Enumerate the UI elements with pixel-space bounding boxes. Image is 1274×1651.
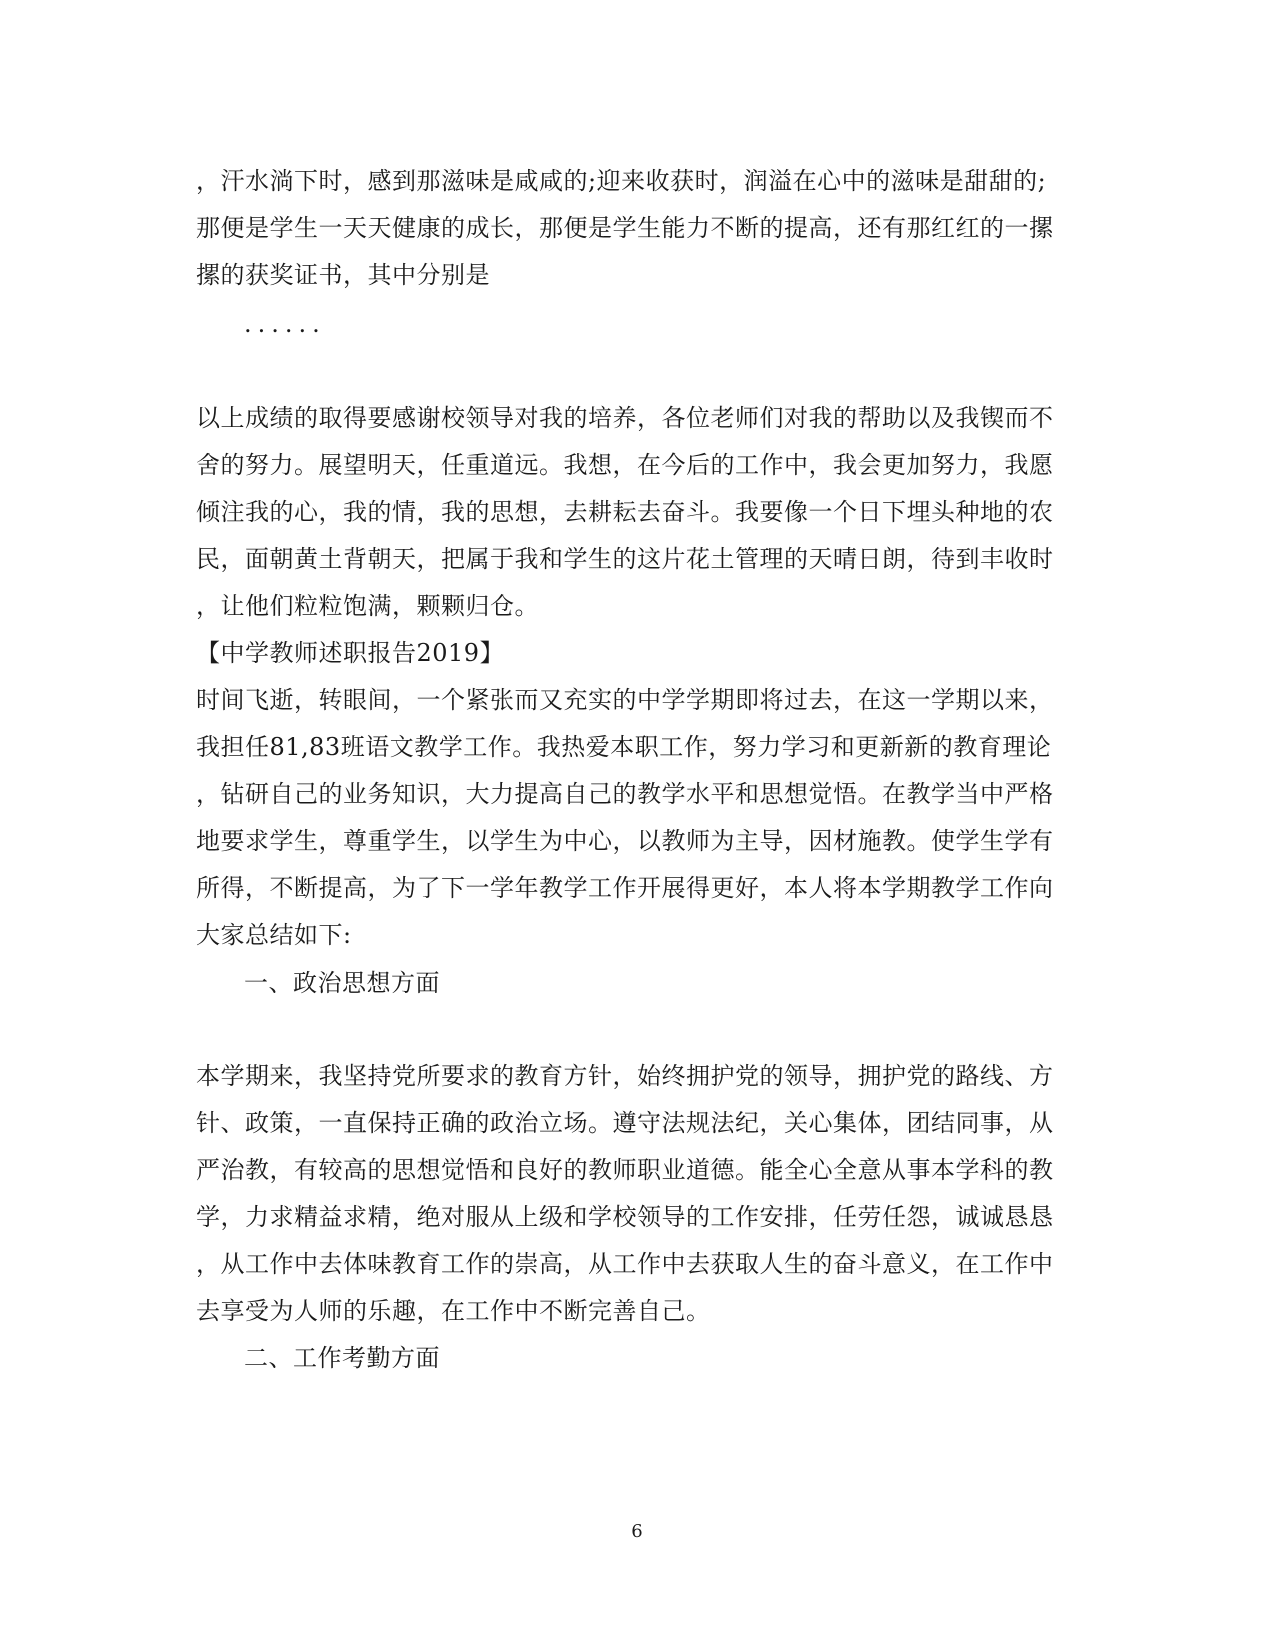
paragraph-line: ，从工作中去体味教育工作的崇高，从工作中去获取人生的奋斗意义，在工作中 [196, 1250, 1054, 1278]
paragraph-line: 时间飞逝，转眼间，一个紧张而又充实的中学学期即将过去，在这一学期以来， [196, 686, 1054, 714]
paragraph-line: ，钻研自己的业务知识，大力提高自己的教学水平和思想觉悟。在教学当中严格 [196, 780, 1054, 808]
paragraph-line: 严治教，有较高的思想觉悟和良好的教师职业道德。能全心全意从事本学科的教 [196, 1156, 1054, 1184]
paragraph-line: 民，面朝黄土背朝天，把属于我和学生的这片花土管理的天晴日朗，待到丰收时 [196, 545, 1054, 573]
ellipsis-line: ...... [244, 310, 326, 338]
paragraph-line: 以上成绩的取得要感谢校领导对我的培养，各位老师们对我的帮助以及我锲而不 [196, 404, 1054, 432]
paragraph-line: 去享受为人师的乐趣，在工作中不断完善自己。 [196, 1297, 711, 1325]
paragraph-line: ，让他们粒粒饱满，颗颗归仓。 [196, 592, 539, 620]
paragraph-line: 学，力求精益求精，绝对服从上级和学校领导的工作安排，任劳任怨，诚诚恳恳 [196, 1203, 1054, 1231]
subsection-heading: 二、工作考勤方面 [244, 1344, 440, 1372]
paragraph-line: 我担任81,83班语文教学工作。我热爱本职工作，努力学习和更新新的教育理论 [196, 733, 1052, 761]
page-number: 6 [631, 1521, 643, 1542]
paragraph-line: 摞的获奖证书，其中分别是 [196, 261, 490, 289]
paragraph-line: 倾注我的心，我的情，我的思想，去耕耘去奋斗。我要像一个日下埋头种地的农 [196, 498, 1054, 526]
section-title: 【中学教师述职报告2019】 [196, 639, 505, 667]
subsection-heading: 一、政治思想方面 [244, 969, 440, 997]
paragraph-line: 那便是学生一天天健康的成长，那便是学生能力不断的提高，还有那红红的一摞 [196, 214, 1054, 242]
paragraph-line: 所得，不断提高，为了下一学年教学工作开展得更好，本人将本学期教学工作向 [196, 874, 1054, 902]
paragraph-line: 大家总结如下: [196, 921, 352, 949]
paragraph-line: 舍的努力。展望明天，任重道远。我想，在今后的工作中，我会更加努力，我愿 [196, 451, 1054, 479]
paragraph-line: 地要求学生，尊重学生，以学生为中心，以教师为主导，因材施教。使学生学有 [196, 827, 1054, 855]
paragraph-line: 本学期来，我坚持党所要求的教育方针，始终拥护党的领导，拥护党的路线、方 [196, 1062, 1054, 1090]
paragraph-line: 针、政策，一直保持正确的政治立场。遵守法规法纪，关心集体，团结同事，从 [196, 1109, 1054, 1137]
paragraph-line: ，汗水淌下时，感到那滋味是咸咸的;迎来收获时，润溢在心中的滋味是甜甜的; [196, 167, 1047, 195]
